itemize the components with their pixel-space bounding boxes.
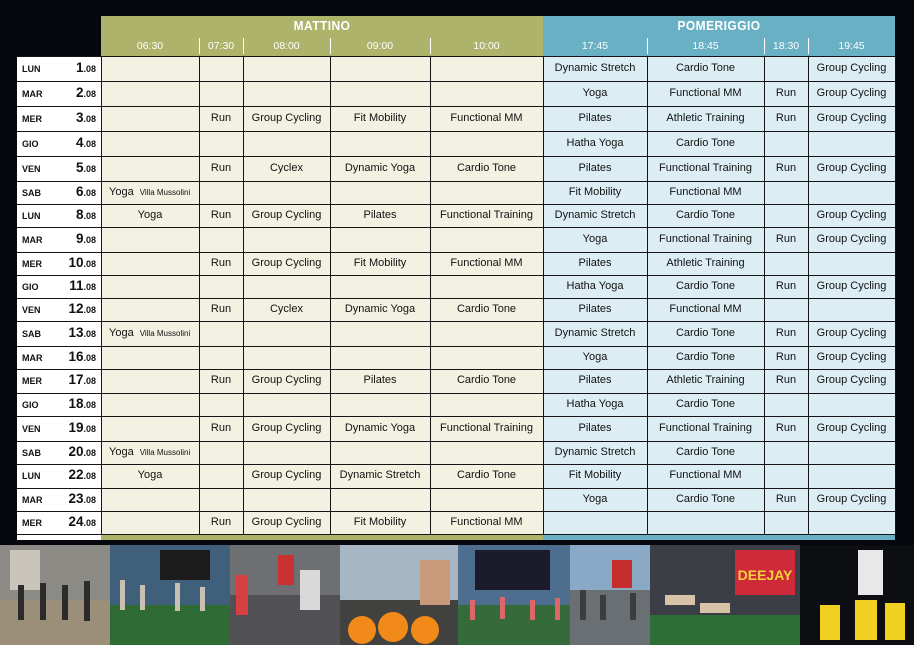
- class-name: Yoga: [582, 232, 608, 245]
- class-cell: [101, 327, 199, 339]
- weekday-label: SAB: [22, 328, 42, 339]
- class-cell: [647, 303, 764, 315]
- class-cell: [243, 209, 330, 221]
- day-number: 9: [75, 230, 84, 246]
- class-cell: [430, 374, 543, 386]
- class-name: Pilates: [578, 421, 612, 434]
- class-cell: [430, 257, 543, 269]
- class-name: Dynamic Stretch: [554, 326, 636, 339]
- time-label: 07:30: [207, 40, 235, 52]
- class-name: Cyclex: [269, 161, 303, 174]
- day-number: 20: [68, 443, 84, 459]
- weekday-label: MER: [22, 113, 42, 124]
- day-number: 22: [68, 467, 84, 482]
- class-cell: [543, 469, 647, 481]
- class-cell: [808, 493, 895, 505]
- class-cell: [101, 186, 199, 198]
- class-cell: [543, 351, 647, 363]
- class-cell: [330, 469, 430, 481]
- class-cell: [430, 303, 543, 315]
- class-cell: [243, 162, 330, 174]
- day-number: 5: [75, 159, 84, 175]
- class-cell: [330, 257, 430, 269]
- class-cell: [543, 87, 647, 99]
- weekday-label: MAR: [22, 494, 43, 505]
- class-name: Yoga: [137, 208, 163, 221]
- class-cell: [647, 112, 764, 124]
- class-name: Yoga: [109, 326, 134, 339]
- time-label: 19:45: [838, 40, 865, 52]
- month-suffix: .08: [83, 494, 96, 505]
- class-cell: [647, 137, 764, 149]
- time-label: 18:45: [692, 40, 719, 52]
- day-number: 23: [68, 490, 84, 506]
- weekday-label: MAR: [22, 88, 43, 99]
- date-label: [56, 255, 96, 270]
- class-cell: [430, 422, 543, 434]
- day-number: 6: [75, 183, 84, 199]
- month-suffix: .08: [83, 471, 96, 481]
- class-cell: [543, 493, 647, 505]
- class-name: Dynamic Stretch: [339, 469, 421, 481]
- class-name: Group Cycling: [251, 256, 322, 269]
- class-name: Yoga: [582, 86, 608, 99]
- class-cell: [647, 280, 764, 292]
- time-label: 08:00: [273, 40, 300, 52]
- class-cell: [647, 162, 764, 174]
- class-cell: [764, 233, 808, 245]
- class-cell: [808, 422, 895, 434]
- class-cell: [543, 233, 647, 245]
- class-name: Functional MM: [669, 302, 742, 315]
- day-number: 8: [75, 206, 84, 222]
- class-name: Run: [775, 86, 797, 99]
- class-cell: [243, 422, 330, 434]
- day-number: 19: [68, 419, 84, 435]
- class-name: Fit Mobility: [353, 515, 407, 528]
- month-suffix: .08: [83, 113, 96, 124]
- class-cell: [543, 186, 647, 198]
- weekday-label: VEN: [22, 423, 41, 434]
- class-name: Fit Mobility: [353, 256, 407, 269]
- day-number: 4: [75, 134, 84, 150]
- date-label: [56, 278, 96, 293]
- class-cell: [330, 303, 430, 315]
- weekday-label: SAB: [22, 447, 42, 458]
- class-name: Run: [210, 374, 232, 386]
- class-name: Dynamic Yoga: [344, 161, 416, 174]
- class-name: Dynamic Stretch: [554, 61, 636, 74]
- class-cell: [543, 422, 647, 434]
- class-cell: [199, 422, 243, 434]
- class-name: Run: [775, 374, 797, 386]
- date-label: [56, 372, 96, 387]
- class-cell: [543, 209, 647, 221]
- class-name: Functional Training: [659, 161, 752, 174]
- weekday-label: MER: [22, 258, 42, 269]
- class-cell: [199, 374, 243, 386]
- class-cell: [543, 303, 647, 315]
- class-cell: [430, 112, 543, 124]
- class-name: Group Cycling: [816, 350, 887, 363]
- class-name: Athletic Training: [666, 111, 745, 124]
- month-suffix: .08: [83, 376, 96, 386]
- weekday-label: LUN: [22, 210, 41, 221]
- class-cell: [243, 257, 330, 269]
- class-name: Group Cycling: [816, 208, 887, 221]
- class-name: Cardio Tone: [675, 279, 736, 292]
- class-name: Cardio Tone: [675, 397, 736, 410]
- class-name: Athletic Training: [666, 256, 745, 269]
- date-label: [56, 160, 96, 175]
- class-cell: [430, 209, 543, 221]
- class-cell: [764, 112, 808, 124]
- class-name: Group Cycling: [251, 208, 322, 221]
- class-name: Cardio Tone: [675, 350, 736, 363]
- day-number: 18: [68, 395, 84, 411]
- class-cell: [647, 87, 764, 99]
- day-number: 17: [68, 372, 84, 387]
- date-label: [56, 491, 96, 506]
- class-name: Dynamic Yoga: [344, 302, 416, 315]
- class-cell: [101, 209, 199, 221]
- time-label: 09:00: [366, 40, 394, 52]
- weekday-label: MER: [22, 376, 42, 386]
- class-name: Run: [210, 111, 232, 124]
- month-suffix: .08: [83, 517, 96, 528]
- weekday-label: VEN: [22, 163, 41, 174]
- class-cell: [647, 469, 764, 481]
- month-suffix: .08: [83, 210, 96, 221]
- class-name: Cardio Tone: [675, 445, 736, 458]
- class-cell: [199, 162, 243, 174]
- class-cell: [243, 112, 330, 124]
- class-cell: [430, 162, 543, 174]
- class-name: Functional Training: [440, 208, 533, 221]
- class-cell: [543, 280, 647, 292]
- class-name: Run: [210, 208, 232, 221]
- date-label: [56, 184, 96, 199]
- class-name: Pilates: [363, 374, 397, 386]
- date-label: [56, 349, 96, 364]
- class-cell: [199, 209, 243, 221]
- month-suffix: .08: [83, 138, 96, 149]
- class-name: Functional MM: [669, 185, 742, 198]
- class-name: Fit Mobility: [568, 185, 622, 198]
- class-name: Cardio Tone: [456, 374, 517, 386]
- class-cell: [647, 398, 764, 410]
- class-cell: [647, 186, 764, 198]
- class-cell: [764, 280, 808, 292]
- location-note: Villa Mussolini: [139, 328, 191, 338]
- class-cell: [543, 398, 647, 410]
- weekday-label: VEN: [22, 304, 41, 315]
- class-name: Functional MM: [450, 515, 523, 528]
- afternoon-body: [543, 56, 895, 534]
- date-label: [56, 231, 96, 246]
- class-cell: [430, 516, 543, 528]
- class-name: Cardio Tone: [675, 208, 736, 221]
- class-name: Run: [210, 515, 232, 528]
- class-name: Run: [775, 111, 797, 124]
- class-name: Run: [775, 350, 797, 363]
- class-cell: [243, 516, 330, 528]
- class-cell: [647, 327, 764, 339]
- day-number: 24: [68, 513, 84, 529]
- class-name: Run: [775, 421, 797, 434]
- date-label: [56, 514, 96, 529]
- date-label: [56, 207, 96, 222]
- class-cell: [330, 374, 430, 386]
- time-label: 10:00: [473, 40, 500, 52]
- class-name: Hatha Yoga: [566, 136, 624, 149]
- day-number: 13: [68, 324, 84, 340]
- day-number: 2: [75, 84, 84, 100]
- class-name: Run: [210, 256, 232, 269]
- class-name: Group Cycling: [816, 161, 887, 174]
- class-name: Pilates: [578, 256, 612, 269]
- class-name: Group Cycling: [816, 111, 887, 124]
- date-label: [56, 420, 96, 435]
- class-cell: [764, 422, 808, 434]
- class-name: Yoga: [582, 350, 608, 363]
- class-name: Pilates: [578, 374, 612, 386]
- month-suffix: .08: [83, 258, 96, 269]
- class-name: Group Cycling: [816, 86, 887, 99]
- class-name: Cardio Tone: [675, 492, 736, 505]
- class-name: Yoga: [109, 185, 134, 198]
- month-suffix: .08: [83, 88, 96, 99]
- class-name: Pilates: [363, 208, 397, 221]
- class-cell: [647, 257, 764, 269]
- class-cell: [764, 327, 808, 339]
- class-cell: [199, 112, 243, 124]
- class-cell: [330, 209, 430, 221]
- class-name: Group Cycling: [816, 279, 887, 292]
- deejay-sign: DEEJAY: [737, 567, 793, 583]
- class-cell: [330, 516, 430, 528]
- class-name: Group Cycling: [816, 61, 887, 74]
- class-cell: [647, 422, 764, 434]
- morning-title: MATTINO: [293, 18, 351, 33]
- weekday-label: LUN: [22, 63, 41, 74]
- class-cell: [808, 209, 895, 221]
- weekday-label: LUN: [22, 471, 41, 481]
- class-cell: [764, 162, 808, 174]
- class-name: Functional Training: [659, 421, 752, 434]
- class-cell: [764, 374, 808, 386]
- class-cell: [543, 327, 647, 339]
- class-name: Run: [210, 302, 232, 315]
- weekday-label: GIO: [22, 399, 39, 410]
- photo-strip: [0, 545, 914, 645]
- class-name: Hatha Yoga: [566, 397, 624, 410]
- class-cell: [808, 112, 895, 124]
- class-cell: [243, 374, 330, 386]
- class-name: Cardio Tone: [456, 469, 517, 481]
- month-suffix: .08: [83, 328, 96, 339]
- class-name: Functional Training: [659, 232, 752, 245]
- location-note: Villa Mussolini: [139, 447, 191, 457]
- class-name: Group Cycling: [816, 374, 887, 386]
- date-label: [56, 444, 96, 459]
- weekday-label: MAR: [22, 234, 43, 245]
- class-cell: [808, 62, 895, 74]
- class-name: Yoga: [109, 445, 134, 458]
- date-label: [56, 110, 96, 125]
- class-cell: [101, 446, 199, 458]
- class-name: Cardio Tone: [675, 61, 736, 74]
- class-cell: [808, 87, 895, 99]
- class-cell: [647, 374, 764, 386]
- class-name: Cardio Tone: [675, 326, 736, 339]
- time-label: 17:45: [581, 40, 609, 52]
- weekday-label: MAR: [22, 352, 43, 363]
- weekday-label: SAB: [22, 187, 42, 198]
- class-name: Pilates: [578, 161, 612, 174]
- class-name: Dynamic Yoga: [344, 421, 416, 434]
- weekday-label: MER: [22, 517, 42, 528]
- day-number: 10: [68, 254, 84, 270]
- day-number: 3: [75, 109, 84, 125]
- class-cell: [199, 303, 243, 315]
- class-cell: [543, 446, 647, 458]
- class-cell: [543, 162, 647, 174]
- class-cell: [330, 162, 430, 174]
- day-number: 1: [75, 59, 84, 75]
- class-cell: [199, 257, 243, 269]
- class-name: Functional MM: [669, 469, 742, 481]
- class-name: Group Cycling: [816, 492, 887, 505]
- class-name: Fit Mobility: [568, 469, 622, 481]
- class-cell: [808, 351, 895, 363]
- weekday-label: GIO: [22, 281, 39, 292]
- date-label: [56, 325, 96, 340]
- class-name: Cardio Tone: [456, 161, 517, 174]
- date-label: [56, 60, 96, 75]
- day-number: 11: [69, 277, 84, 293]
- class-name: Dynamic Stretch: [554, 208, 636, 221]
- class-name: Cardio Tone: [675, 136, 736, 149]
- date-label: [56, 135, 96, 150]
- month-suffix: .08: [83, 423, 96, 434]
- class-name: Functional MM: [450, 256, 523, 269]
- month-suffix: .08: [83, 304, 96, 315]
- day-number: 12: [68, 300, 84, 316]
- class-name: Group Cycling: [816, 232, 887, 245]
- class-name: Fit Mobility: [353, 111, 407, 124]
- date-label: [56, 85, 96, 100]
- class-name: Group Cycling: [251, 111, 322, 124]
- class-cell: [243, 469, 330, 481]
- month-suffix: .08: [83, 352, 96, 363]
- month-suffix: .08: [83, 234, 96, 245]
- class-name: Cyclex: [269, 302, 303, 315]
- class-name: Dynamic Stretch: [554, 445, 636, 458]
- class-name: Group Cycling: [251, 374, 322, 386]
- class-cell: [764, 493, 808, 505]
- class-cell: [647, 446, 764, 458]
- class-name: Group Cycling: [251, 515, 322, 528]
- class-cell: [647, 233, 764, 245]
- class-name: Hatha Yoga: [566, 279, 624, 292]
- location-note: Villa Mussolini: [139, 187, 191, 197]
- class-cell: [199, 516, 243, 528]
- class-cell: [543, 257, 647, 269]
- class-cell: [647, 62, 764, 74]
- class-cell: [101, 469, 199, 481]
- class-cell: [808, 233, 895, 245]
- class-name: Functional MM: [669, 86, 742, 99]
- date-label: [56, 396, 96, 411]
- class-cell: [808, 280, 895, 292]
- class-cell: [808, 162, 895, 174]
- class-cell: [808, 327, 895, 339]
- class-name: Run: [775, 492, 797, 505]
- class-name: Pilates: [578, 111, 612, 124]
- class-name: Run: [775, 326, 797, 339]
- month-suffix: .08: [83, 399, 96, 410]
- class-name: Group Cycling: [251, 469, 322, 481]
- class-name: Group Cycling: [251, 421, 322, 434]
- time-label: 18:30: [772, 40, 800, 52]
- class-cell: [330, 112, 430, 124]
- month-suffix: .08: [83, 163, 96, 174]
- month-suffix: .08: [83, 187, 96, 198]
- class-cell: [808, 374, 895, 386]
- afternoon-title: POMERIGGIO: [677, 18, 761, 33]
- month-suffix: .08: [83, 63, 96, 74]
- class-cell: [330, 422, 430, 434]
- class-name: Cardio Tone: [456, 302, 517, 315]
- class-name: Pilates: [578, 302, 612, 315]
- class-cell: [647, 209, 764, 221]
- date-label: [56, 301, 96, 316]
- class-name: Functional Training: [440, 421, 533, 434]
- day-number: 16: [68, 348, 84, 364]
- weekday-label: GIO: [22, 138, 39, 149]
- class-name: Run: [775, 161, 797, 174]
- date-label: [56, 467, 96, 482]
- class-cell: [543, 374, 647, 386]
- class-name: Run: [210, 161, 232, 174]
- class-name: Yoga: [582, 492, 608, 505]
- class-name: Athletic Training: [666, 374, 745, 386]
- class-cell: [430, 469, 543, 481]
- class-name: Run: [210, 421, 232, 434]
- class-cell: [543, 137, 647, 149]
- class-cell: [647, 493, 764, 505]
- class-name: Yoga: [137, 469, 163, 481]
- morning-body: [101, 56, 543, 534]
- class-name: Run: [775, 232, 797, 245]
- class-name: Group Cycling: [816, 421, 887, 434]
- class-cell: [243, 303, 330, 315]
- class-name: Run: [775, 279, 797, 292]
- class-name: Functional MM: [450, 111, 523, 124]
- class-cell: [647, 351, 764, 363]
- month-suffix: .08: [83, 281, 96, 292]
- class-cell: [764, 351, 808, 363]
- class-cell: [543, 112, 647, 124]
- time-label: 06:30: [136, 40, 164, 52]
- class-cell: [764, 87, 808, 99]
- class-cell: [543, 62, 647, 74]
- class-name: Group Cycling: [816, 326, 887, 339]
- month-suffix: .08: [83, 447, 96, 458]
